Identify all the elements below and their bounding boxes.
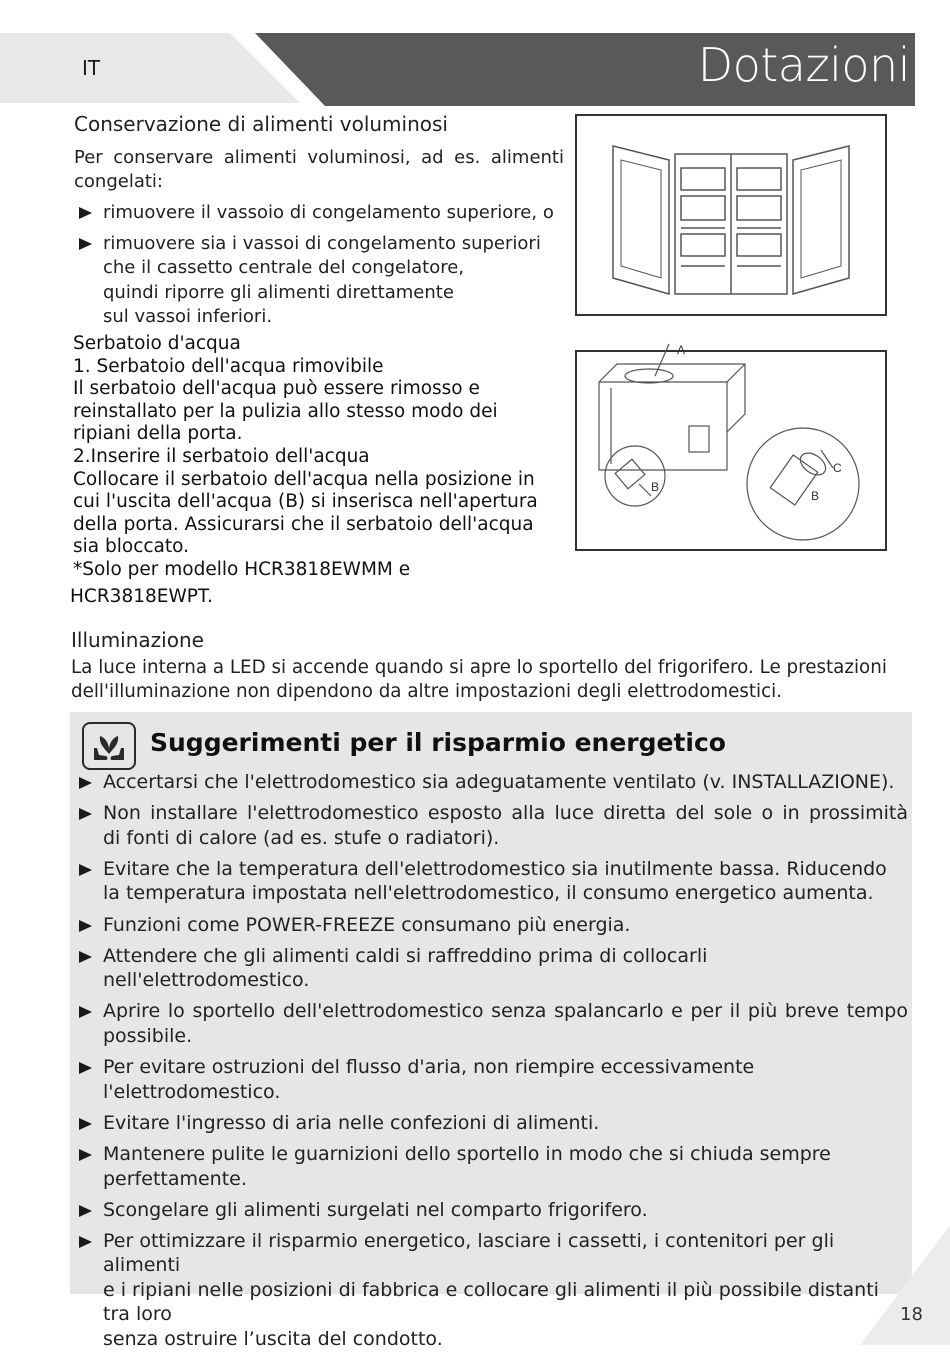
- list-item: [73, 1198, 908, 1223]
- water-tank-illustration: [575, 343, 887, 551]
- fridge-drawing: [577, 116, 885, 314]
- lighting-title: Illuminazione: [71, 628, 204, 652]
- list-item-line: Accertarsi che l'elettrodomestico sia adeguatamente ventilato (v. INSTALLAZIONE).: [103, 771, 895, 793]
- bullet-arrow-icon: [79, 920, 92, 932]
- water-tank-line: sia bloccato.: [73, 536, 190, 558]
- list-item: [73, 201, 573, 226]
- list-item: [73, 1229, 908, 1352]
- fridge-open-doors-illustration: [575, 114, 887, 316]
- header-left-tab: [0, 33, 300, 103]
- list-item-line: Per evitare ostruzioni del flusso d'aria, non riempire eccessivamente: [103, 1056, 755, 1079]
- bullet-arrow-icon: [79, 1149, 92, 1161]
- list-item: [73, 1055, 908, 1104]
- list-item-line: Aprire lo sportello dell'elettrodomestico senza spalancarlo e per il più breve tempo: [103, 1000, 908, 1023]
- bullet-arrow-icon: [79, 864, 92, 876]
- lighting-line-2: dell'illuminazione non dipendono da altre impostazioni degli elettrodomestici.: [71, 681, 783, 702]
- water-tank-line: HCR3818EWPT.: [70, 585, 213, 607]
- eco-hands-plant-icon: [82, 722, 136, 770]
- list-item: [73, 1111, 908, 1136]
- figure-label-a: A: [677, 343, 686, 357]
- water-tank-line: 1. Serbatoio dell'acqua rimovibile: [73, 355, 384, 377]
- list-item: [73, 1142, 908, 1191]
- water-tank-line: della porta. Assicurarsi che il serbatoio dell'acqua: [73, 513, 534, 535]
- list-item-line: la temperatura impostata nell'elettrodomestico, il consumo energetico aumenta.: [103, 882, 874, 905]
- list-item-line: Per ottimizzare il risparmio energetico, lasciare i cassetti, i contenitori per gli alimenti: [103, 1229, 835, 1277]
- list-item-line: Funzioni come POWER-FREEZE consumano più energia.: [103, 913, 631, 936]
- water-tank-line: Collocare il serbatoio dell'acqua nella posizione in: [73, 468, 535, 490]
- lighting-line-1: La luce interna a LED si accende quando si apre lo sportello del frigorifero. Le prestazioni: [71, 657, 887, 678]
- bullet-arrow-icon: [79, 238, 92, 250]
- list-item: [73, 913, 908, 938]
- bulky-section-title: Conservazione di alimenti voluminosi: [74, 112, 448, 136]
- list-item-line: perfettamente.: [103, 1167, 247, 1190]
- bullet-arrow-icon: [79, 207, 92, 219]
- list-item-line: l'elettrodomestico.: [103, 1080, 281, 1103]
- figure-label-b: B: [811, 489, 820, 503]
- water-tank-line: reinstallato per la pulizia allo stesso modo dei: [73, 400, 498, 422]
- bullet-arrow-icon: [79, 808, 92, 820]
- water-tank-drawing: [577, 343, 885, 549]
- bullet-arrow-icon: [79, 1118, 92, 1130]
- list-item-line: Mantenere pulite le guarnizioni dello sportello in modo che si chiuda sempre: [103, 1143, 831, 1165]
- list-item-line: rimuovere il vassoio di congelamento superiore, o: [103, 202, 554, 223]
- list-item-line: Evitare che la temperatura dell'elettrodomestico sia inutilmente bassa. Riducendo: [103, 857, 887, 880]
- bullet-arrow-icon: [79, 777, 92, 789]
- energy-tips-list: [73, 770, 908, 1358]
- list-item: [73, 944, 908, 993]
- list-item-line: possibile.: [103, 1024, 193, 1047]
- language-label: IT: [82, 56, 101, 80]
- list-item-line: quindi riporre gli alimenti direttamente: [103, 281, 454, 303]
- list-item: [73, 232, 573, 330]
- bulky-intro-line-2: congelati:: [74, 171, 163, 192]
- list-item-line: sul vassoi inferiori.: [103, 306, 273, 327]
- list-item-line: e i ripiani nelle posizioni di fabbrica e collocare gli alimenti il più possibile distanti tra loro: [103, 1278, 879, 1326]
- list-item-line: Attendere che gli alimenti caldi si raffreddino prima di collocarli nell'elettrodomestico.: [103, 944, 708, 992]
- page-title: Dotazioni: [697, 38, 910, 92]
- water-tank-line: 2.Inserire il serbatoio dell'acqua: [73, 445, 370, 467]
- bulky-list: [73, 201, 573, 336]
- list-item: [73, 801, 908, 850]
- bullet-arrow-icon: [79, 1062, 92, 1074]
- water-tank-line: ripiani della porta.: [73, 423, 243, 445]
- list-item-line: Non installare l'elettrodomestico esposto alla luce diretta del sole o in prossimità: [103, 802, 908, 825]
- page-number: 18: [900, 1304, 923, 1325]
- figure-label-b: B: [651, 480, 660, 494]
- list-item-line: senza ostruire l’uscita del condotto.: [103, 1327, 443, 1350]
- water-tank-section: [70, 333, 573, 608]
- list-item: [73, 770, 908, 795]
- list-item-line: rimuovere sia i vassoi di congelamento superiori: [103, 232, 541, 254]
- list-item-line: che il cassetto centrale del congelatore,: [103, 257, 465, 278]
- list-item: [73, 857, 908, 906]
- water-tank-line: cui l'uscita dell'acqua (B) si inserisca nell'apertura: [73, 491, 538, 513]
- water-tank-title: Serbatoio d'acqua: [73, 333, 241, 354]
- water-tank-line: Il serbatoio dell'acqua può essere rimosso e: [73, 378, 480, 400]
- list-item: [73, 999, 908, 1048]
- figure-label-c: C: [833, 461, 842, 475]
- bullet-arrow-icon: [79, 1236, 92, 1248]
- bullet-arrow-icon: [79, 1006, 92, 1018]
- list-item-line: di fonti di calore (ad es. stufe o radiatori).: [103, 826, 500, 849]
- bullet-arrow-icon: [79, 1205, 92, 1217]
- bullet-arrow-icon: [79, 951, 92, 963]
- list-item-line: Scongelare gli alimenti surgelati nel comparto frigorifero.: [103, 1198, 648, 1221]
- list-item-line: Evitare l'ingresso di aria nelle confezioni di alimenti.: [103, 1111, 600, 1134]
- water-tank-line: *Solo per modello HCR3818EWMM e: [73, 558, 411, 580]
- bulky-intro-line-1: Per conservare alimenti voluminosi, ad es. alimenti: [74, 147, 564, 168]
- energy-tips-title: Suggerimenti per il risparmio energetico: [150, 728, 726, 757]
